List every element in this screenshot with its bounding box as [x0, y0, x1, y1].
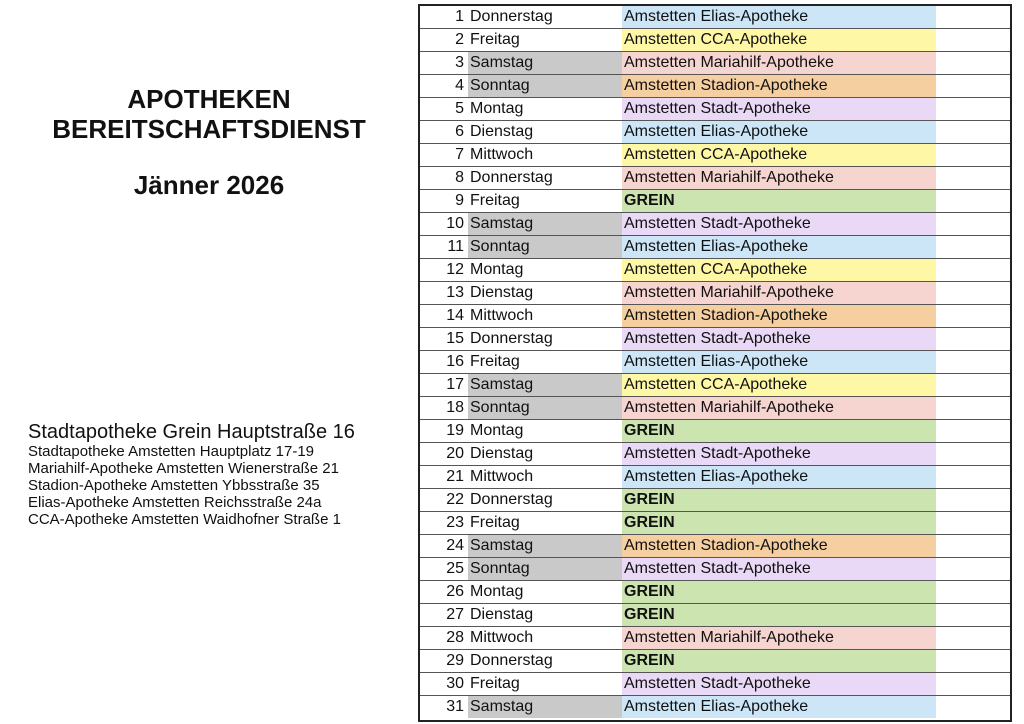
pharmacy-cell: Amstetten Stadt-Apotheke	[622, 558, 936, 580]
weekday-cell: Sonntag	[468, 397, 622, 419]
pharmacy-cell: Amstetten Mariahilf-Apotheke	[622, 627, 936, 649]
weekday-cell: Dienstag	[470, 284, 534, 301]
pharmacy-cell: Amstetten Elias-Apotheke	[622, 351, 936, 373]
pharmacy-cell: Amstetten Mariahilf-Apotheke	[622, 282, 936, 304]
weekday-cell: Freitag	[470, 31, 520, 48]
day-number: 22	[446, 491, 464, 508]
pharmacy-cell: GREIN	[622, 420, 936, 442]
day-number: 19	[446, 422, 464, 439]
table-row	[420, 650, 1010, 673]
table-row	[420, 29, 1010, 52]
pharmacy-cell: Amstetten Stadt-Apotheke	[622, 213, 936, 235]
table-row	[420, 397, 1010, 420]
weekday-cell: Mittwoch	[470, 468, 534, 485]
pharmacy-cell: Amstetten CCA-Apotheke	[622, 259, 936, 281]
pharmacy-cell: GREIN	[622, 581, 936, 603]
pharmacy-cell: GREIN	[622, 190, 936, 212]
day-number: 7	[455, 146, 464, 163]
table-row	[420, 627, 1010, 650]
weekday-cell: Samstag	[468, 374, 622, 396]
pharmacy-cell: Amstetten Stadt-Apotheke	[622, 328, 936, 350]
table-row	[420, 259, 1010, 282]
table-row	[420, 374, 1010, 397]
weekday-cell: Montag	[470, 422, 524, 439]
day-number: 14	[446, 307, 464, 324]
weekday-cell: Montag	[470, 261, 524, 278]
day-number: 13	[446, 284, 464, 301]
table-row	[420, 52, 1010, 75]
weekday-cell: Donnerstag	[470, 169, 553, 186]
weekday-cell: Dienstag	[470, 606, 534, 623]
weekday-cell: Dienstag	[470, 123, 534, 140]
address-item: Elias-Apotheke Amstetten Reichsstraße 24a	[28, 494, 322, 511]
day-number: 1	[455, 8, 464, 25]
weekday-cell: Sonntag	[468, 558, 622, 580]
pharmacy-cell: Amstetten CCA-Apotheke	[622, 144, 936, 166]
weekday-cell: Montag	[470, 583, 524, 600]
table-row	[420, 167, 1010, 190]
day-number: 24	[446, 537, 464, 554]
weekday-cell: Donnerstag	[470, 330, 553, 347]
pharmacy-cell: Amstetten Stadion-Apotheke	[622, 535, 936, 557]
address-main: Stadtapotheke Grein Hauptstraße 16	[28, 421, 355, 443]
info-panel	[0, 0, 418, 724]
pharmacy-cell: Amstetten CCA-Apotheke	[622, 374, 936, 396]
day-number: 2	[455, 31, 464, 48]
pharmacy-cell: GREIN	[622, 489, 936, 511]
table-row	[420, 466, 1010, 489]
weekday-cell: Mittwoch	[470, 629, 534, 646]
day-number: 11	[447, 238, 464, 255]
pharmacy-cell: Amstetten Elias-Apotheke	[622, 236, 936, 258]
table-row	[420, 351, 1010, 374]
day-number: 18	[446, 399, 464, 416]
table-row	[420, 305, 1010, 328]
table-row	[420, 581, 1010, 604]
weekday-cell: Donnerstag	[470, 8, 553, 25]
weekday-cell: Freitag	[470, 675, 520, 692]
pharmacy-cell: Amstetten Mariahilf-Apotheke	[622, 167, 936, 189]
day-number: 17	[446, 376, 464, 393]
table-row	[420, 696, 1010, 719]
weekday-cell: Freitag	[470, 192, 520, 209]
pharmacy-cell: Amstetten Elias-Apotheke	[622, 121, 936, 143]
table-row	[420, 98, 1010, 121]
table-row	[420, 328, 1010, 351]
table-row	[420, 604, 1010, 627]
table-row	[420, 673, 1010, 696]
pharmacy-cell: GREIN	[622, 650, 936, 672]
day-number: 4	[455, 77, 464, 94]
day-number: 27	[446, 606, 464, 623]
weekday-cell: Samstag	[468, 213, 622, 235]
day-number: 29	[446, 652, 464, 669]
pharmacy-cell: Amstetten Stadt-Apotheke	[622, 98, 936, 120]
weekday-cell: Sonntag	[468, 75, 622, 97]
pharmacy-cell: Amstetten Elias-Apotheke	[622, 466, 936, 488]
table-row	[420, 535, 1010, 558]
address-item: Stadion-Apotheke Amstetten Ybbsstraße 35	[28, 477, 320, 494]
day-number: 9	[455, 192, 464, 209]
month-title: Jänner 2026	[133, 170, 285, 200]
day-number: 15	[446, 330, 464, 347]
pharmacy-cell: Amstetten Stadt-Apotheke	[622, 673, 936, 695]
table-row	[420, 236, 1010, 259]
table-row	[420, 558, 1010, 581]
pharmacy-cell: Amstetten Stadt-Apotheke	[622, 443, 936, 465]
address-list	[28, 421, 408, 528]
table-row	[420, 121, 1010, 144]
weekday-cell: Dienstag	[470, 445, 534, 462]
weekday-cell: Samstag	[468, 535, 622, 557]
weekday-cell: Samstag	[468, 52, 622, 74]
pharmacy-cell: Amstetten Elias-Apotheke	[622, 6, 936, 28]
pharmacy-cell: Amstetten Mariahilf-Apotheke	[622, 52, 936, 74]
schedule-table	[418, 4, 1012, 722]
table-row	[420, 420, 1010, 443]
weekday-cell: Sonntag	[468, 236, 622, 258]
day-number: 23	[446, 514, 464, 531]
weekday-cell: Mittwoch	[470, 307, 534, 324]
day-number: 30	[446, 675, 464, 692]
pharmacy-cell: GREIN	[622, 512, 936, 534]
address-item: Stadtapotheke Amstetten Hauptplatz 17-19	[28, 443, 315, 460]
day-number: 31	[446, 698, 464, 715]
day-number: 6	[455, 123, 464, 140]
table-row	[420, 190, 1010, 213]
table-row	[420, 213, 1010, 236]
address-item: CCA-Apotheke Amstetten Waidhofner Straße 1	[28, 511, 341, 528]
pharmacy-cell: Amstetten Stadion-Apotheke	[622, 75, 936, 97]
table-row	[420, 6, 1010, 29]
day-number: 3	[455, 54, 464, 71]
day-number: 12	[446, 261, 464, 278]
table-row	[420, 512, 1010, 535]
table-row	[420, 489, 1010, 512]
pharmacy-cell: Amstetten Mariahilf-Apotheke	[622, 397, 936, 419]
table-row	[420, 144, 1010, 167]
day-number: 16	[446, 353, 464, 370]
table-row	[420, 75, 1010, 98]
pharmacy-cell: Amstetten Elias-Apotheke	[622, 696, 936, 718]
day-number: 5	[455, 100, 464, 117]
title-line-2: BEREITSCHAFTSDIENST	[52, 114, 366, 144]
weekday-cell: Montag	[470, 100, 524, 117]
weekday-cell: Freitag	[470, 353, 520, 370]
day-number: 25	[446, 560, 464, 577]
day-number: 8	[455, 169, 464, 186]
day-number: 21	[446, 468, 464, 485]
address-item: Mariahilf-Apotheke Amstetten Wienerstraße 21	[28, 460, 339, 477]
table-row	[420, 443, 1010, 466]
day-number: 26	[446, 583, 464, 600]
weekday-cell: Freitag	[470, 514, 520, 531]
pharmacy-cell: Amstetten CCA-Apotheke	[622, 29, 936, 51]
weekday-cell: Mittwoch	[470, 146, 534, 163]
weekday-cell: Donnerstag	[470, 491, 553, 508]
day-number: 20	[446, 445, 464, 462]
weekday-cell: Donnerstag	[470, 652, 553, 669]
pharmacy-cell: Amstetten Stadion-Apotheke	[622, 305, 936, 327]
day-number: 10	[446, 215, 464, 232]
title-line-1: APOTHEKEN	[127, 84, 291, 114]
table-row	[420, 282, 1010, 305]
pharmacy-cell: GREIN	[622, 604, 936, 626]
day-number: 28	[446, 629, 464, 646]
weekday-cell: Samstag	[468, 696, 622, 718]
